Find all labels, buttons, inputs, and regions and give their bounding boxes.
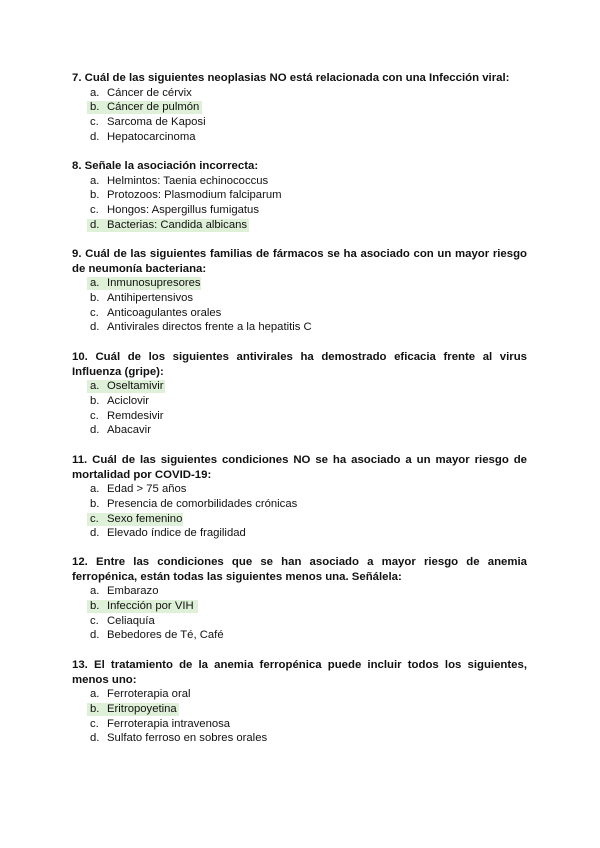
option-c: c. Celiaquía (90, 614, 155, 627)
question-9 (72, 247, 527, 335)
option-b: b. Protozoos: Plasmodium falciparum (90, 189, 282, 202)
option-b-correct: b. Cáncer de pulmón (72, 100, 527, 115)
option-d: d. Bebedores de Té, Café (90, 629, 224, 642)
option-c: c. Hongos: Aspergillus fumigatus (90, 204, 259, 217)
options-list (72, 379, 527, 438)
option-a: a. Edad > 75 años (90, 483, 187, 495)
option-c: c. Ferroterapia intravenosa (90, 717, 231, 730)
question-11 (72, 453, 527, 541)
question-12 (72, 555, 527, 643)
question-text: 12. Entre las condiciones que se han asociado a mayor riesgo de anemia ferropénica, están todas las siguientes menos una. Señálela: (72, 556, 527, 583)
question-8 (72, 159, 527, 233)
option-c: c. Remdesivir (90, 409, 164, 422)
option-d-correct: d. Bacterias: Candida albicans (72, 218, 527, 233)
option-a-correct: a. Oseltamivir (72, 379, 527, 394)
question-text: 9. Cuál de las siguientes familias de fármacos se ha asociado con un mayor riesgo de neumonía bacteriana: (72, 248, 527, 275)
option-a: a. Ferroterapia oral (90, 688, 191, 700)
options-list (72, 687, 527, 746)
options-list (72, 86, 527, 145)
option-b: b. Antihipertensivos (90, 291, 194, 304)
question-13 (72, 658, 527, 746)
question-text: 13. El tratamiento de la anemia ferropénica puede incluir todos los siguientes, menos uno: (72, 659, 528, 686)
option-b: b. Aciclovir (90, 394, 150, 407)
options-list (72, 482, 527, 541)
option-c-correct: c. Sexo femenino (72, 512, 527, 527)
option-d: d. Antivirales directos frente a la hepatitis C (90, 321, 312, 334)
option-d: d. Sulfato ferroso en sobres orales (90, 732, 268, 745)
question-text: 10. Cuál de los siguientes antivirales ha demostrado eficacia frente al virus Influenza (gripe): (72, 351, 528, 378)
option-a-correct: a. Inmunosupresores (72, 276, 527, 291)
question-text: 11. Cuál de las siguientes condiciones NO se ha asociado a un mayor riesgo de mortalidad por COVID-19: (72, 454, 527, 481)
option-c: c. Sarcoma de Kaposi (90, 116, 206, 129)
option-d: d. Hepatocarcinoma (90, 130, 196, 143)
options-list (72, 276, 527, 335)
option-a: a. Embarazo (90, 585, 159, 597)
question-text: 8. Señale la asociación incorrecta: (72, 160, 259, 172)
question-10 (72, 350, 527, 438)
question-text: 7. Cuál de las siguientes neoplasias NO está relacionada con una Infección viral: (72, 72, 510, 84)
option-a: a. Cáncer de cérvix (90, 86, 192, 99)
option-b-correct: b. Infección por VIH (72, 599, 527, 614)
option-c: c. Anticoagulantes orales (90, 306, 222, 319)
option-a: a. Helmintos: Taenia echinococcus (90, 174, 269, 187)
option-b-correct: b. Eritropoyetina (72, 702, 527, 717)
options-list (72, 174, 527, 233)
option-b: b. Presencia de comorbilidades crónicas (90, 497, 298, 510)
option-d: d. Elevado índice de fragilidad (90, 527, 246, 540)
question-7 (72, 71, 527, 145)
option-d: d. Abacavir (90, 424, 151, 437)
options-list (72, 584, 527, 643)
